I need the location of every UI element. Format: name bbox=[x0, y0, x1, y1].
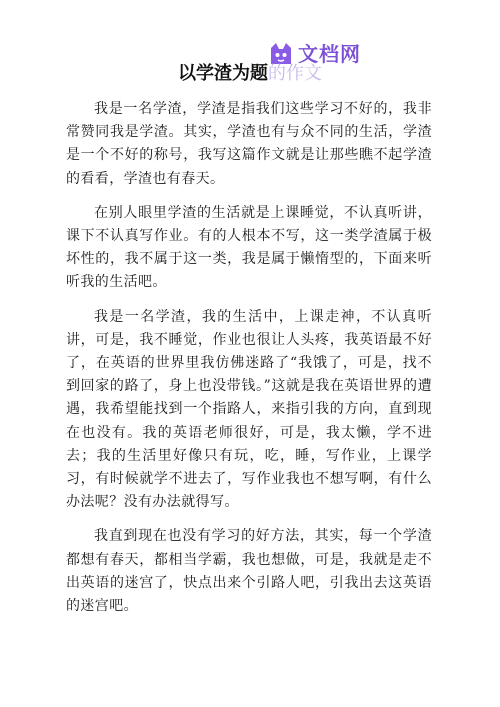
paragraph-3: 我是一名学渣，我的生活中，上课走神，不认真听讲，可是，我不睡觉，作业也很让人头疼，我英语最不好了，在英语的世界里我仿佛迷路了“我饿了，可是，找不到回家的路了，身上也没带钱。”这就是我在英语世界的遭遇，我希望能找到一个指路人，来指引我的方向，直到现在也没有。我的英语老师很好，可是，我太懒，学不进去；我的生活里好像只有玩，吃，睡，写作业，上课学习，有时候就学不进去了，写作业我也不想写啊，有什么办法呢？没有办法就得写。 bbox=[66, 308, 432, 511]
paragraph-4: 我直到现在也没有学习的好方法，其实，每一个学渣都想有春天，都相当学霸，我也想做，可是，我就是走不出英语的迷宫了，快点出来个引路人吧，引我出去这英语的迷宫吧。 bbox=[66, 528, 432, 615]
watermark-brand-text: 文档网 bbox=[298, 42, 361, 66]
document-title bbox=[0, 62, 500, 86]
document-body bbox=[66, 98, 432, 629]
paragraph-2: 在别人眼里学渣的生活就是上课睡觉，不认真听讲，课下不认真写作业。有的人根本不写，这一类学渣属于极坏性的，我不属于这一类，我是属于懒惰型的，下面来听听我的生活吧。 bbox=[66, 204, 432, 291]
title-main: 以学渣为题 bbox=[178, 63, 268, 84]
title-faded: 的作文 bbox=[268, 63, 322, 84]
paragraph-1: 我是一名学渣，学渣是指我们这些学习不好的，我非常赞同我是学渣。其实，学渣也有与众不同的生活，学渣是一个不好的称号，我写这篇作文就是让那些瞧不起学渣的看看，学渣也有春天。 bbox=[66, 101, 432, 187]
